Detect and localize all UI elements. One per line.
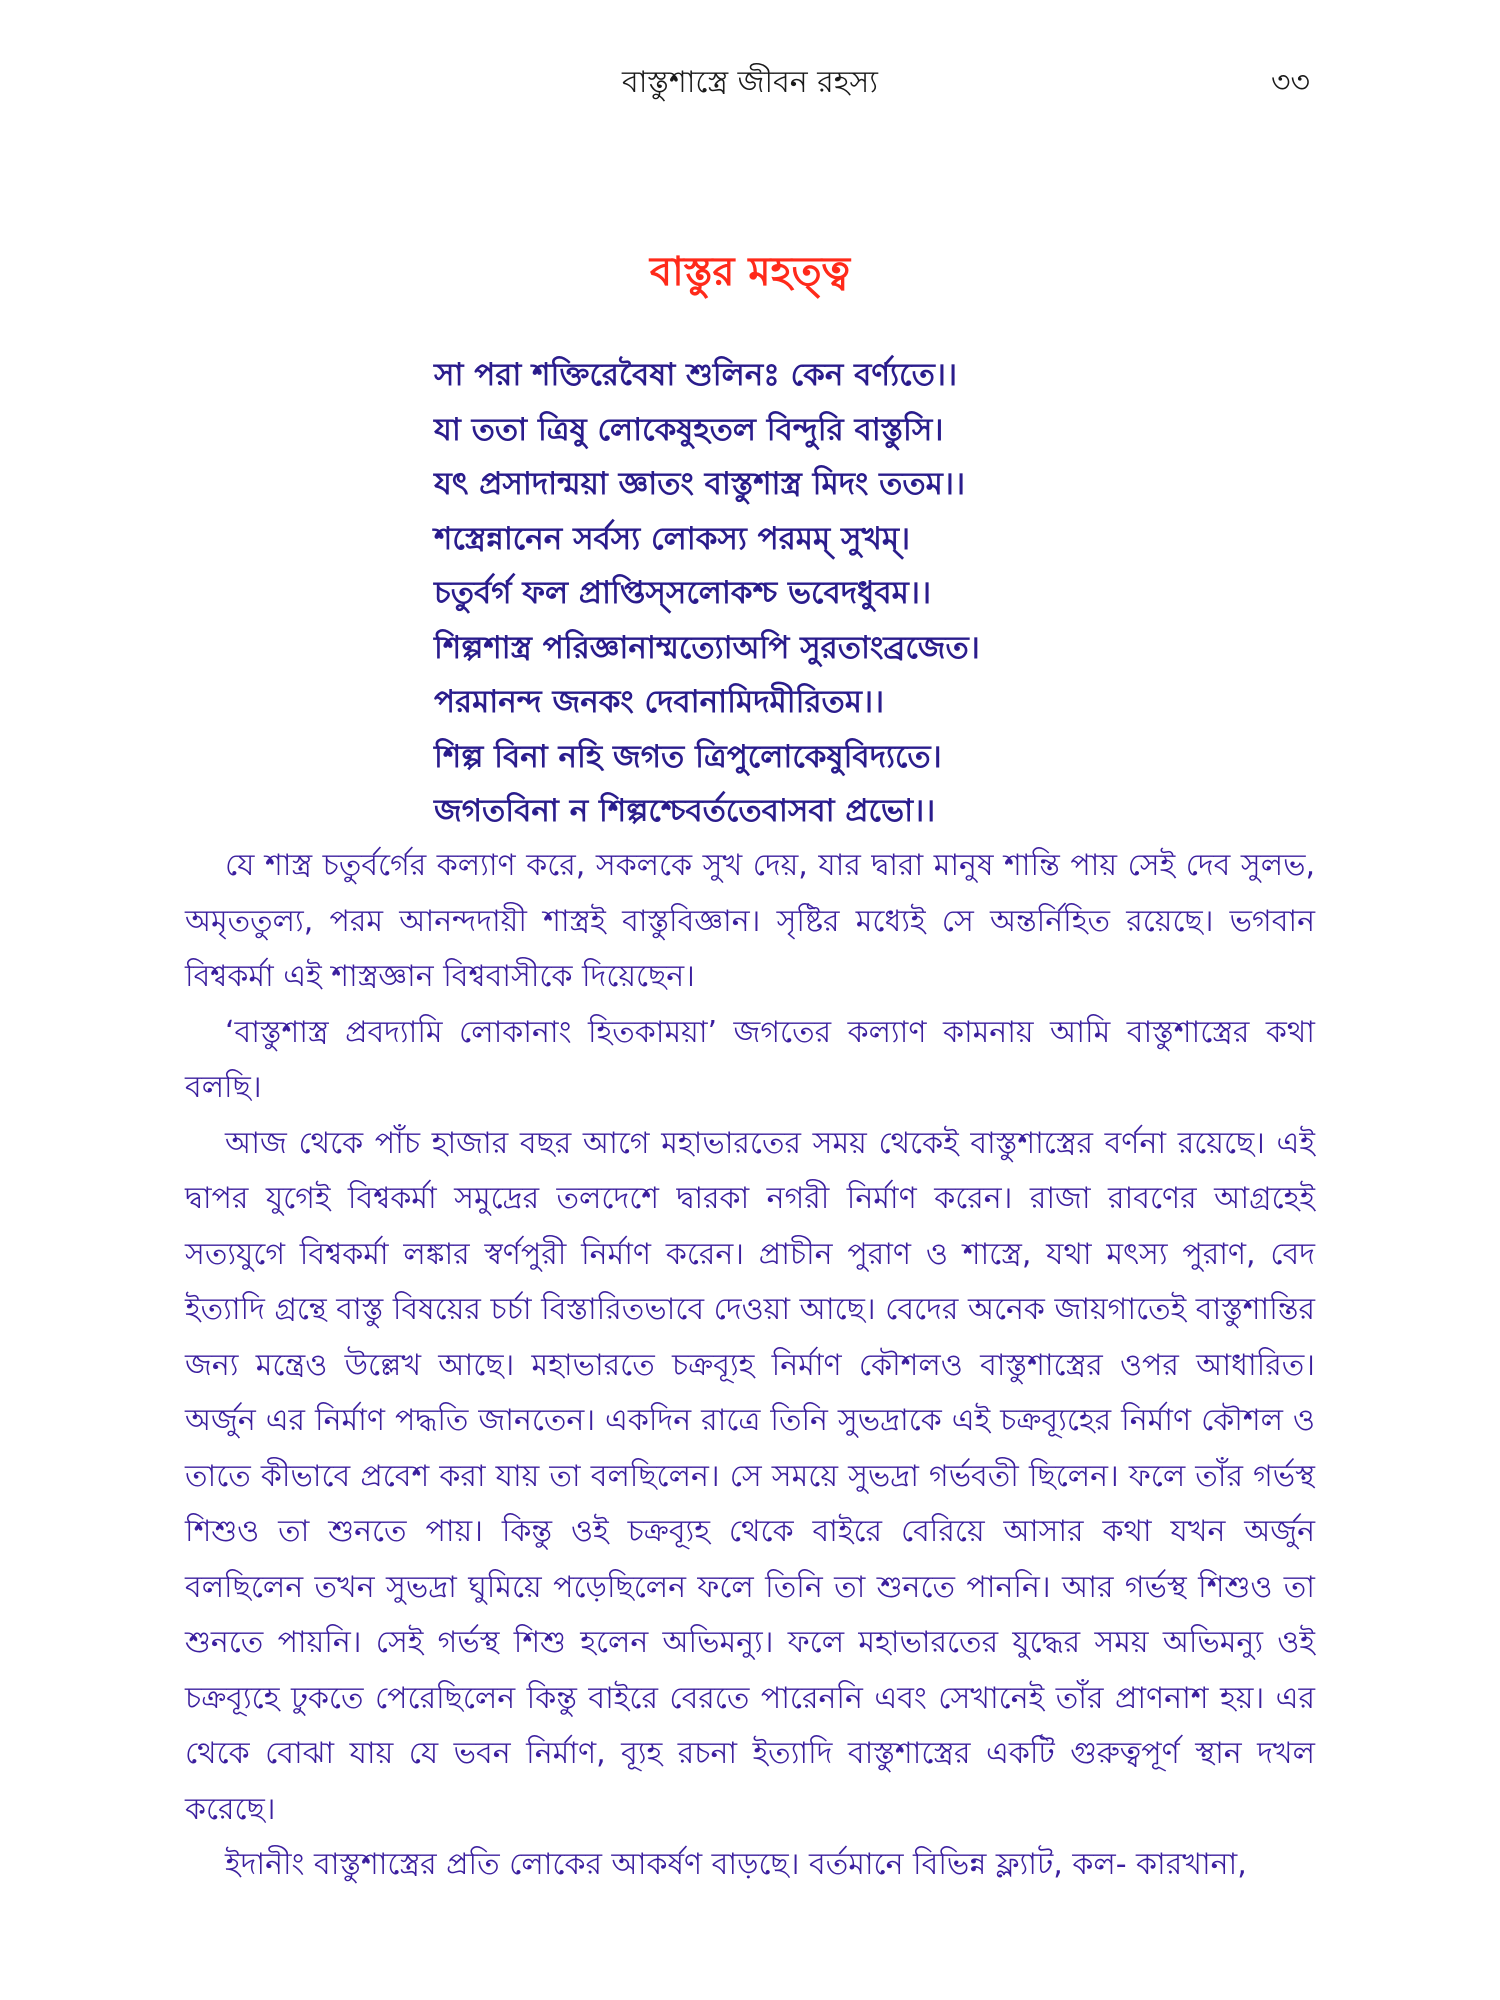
chapter-title: বাস্তুর মহত্ত্ব <box>649 249 851 295</box>
verse-line: শিল্প বিনা নহি জগত ত্রিপুলোকেষুবিদ্যতে। <box>434 738 942 775</box>
verse-line: জগতবিনা ন শিল্পশ্চেবর্ততেবাসবা প্রভো।। <box>434 793 936 829</box>
paragraph: ‘বাস্তুশাস্ত্র প্রবদ্যামি লোকানাং হিতকাময়া’ জগতের কল্যাণ কামনায় আমি বাস্তুশাস্ত্রের কথা বলছি। <box>185 1014 1315 1105</box>
page-number: ৩৩ <box>1270 65 1310 100</box>
verse-line: যৎ প্রসাদান্ময়া জ্ঞাতং বাস্তুশাস্ত্র মিদং ততম।। <box>434 466 966 502</box>
verse-line: যা ততা ত্রিষু লোকেষুহতল বিন্দুরি বাস্তুসি। <box>434 411 944 448</box>
page-header <box>0 58 1500 108</box>
verse-line: পরমানন্দ জনকং দেবানামিদমীরিতম।। <box>434 684 885 720</box>
verse-line: শিল্পশাস্ত্র পরিজ্ঞানাম্মত্যোঅপি সুরতাংব্রজেত। <box>434 629 980 666</box>
verse-line: চতুর্বর্গ ফল প্রাপ্তিস্সলোকশ্চ ভবেদধুবম।। <box>434 575 932 611</box>
paragraph: আজ থেকে পাঁচ হাজার বছর আগে মহাভারতের সময় থেকেই বাস্তুশাস্ত্রের বর্ণনা রয়েছে। এই দ্বাপর যুগেই বিশ্বকর্মা সমুদ্রের তলদেশে দ্বারকা নগরী নির্মাণ করেন। রাজা রাবণের আগ্রহেই সত্যযুগে বিশ্বকর্মা লঙ্কার স্বর্ণপুরী নির্মাণ করেন। প্রাচীন পুরাণ ও শাস্ত্রে, যথা মৎস্য পুরাণ, বেদ ইত্যাদি গ্রন্থে বাস্তু বিষয়ের চর্চা বিস্তারিতভাবে দেওয়া আছে। বেদের অনেক জায়গাতেই বাস্তুশান্তির জন্য মন্ত্রেও উল্লেখ আছে। মহাভারতে চক্রব্যূহ নির্মাণ কৌশলও বাস্তুশাস্ত্রের ওপর আধারিত। অর্জুন এর নির্মাণ পদ্ধতি জানতেন। একদিন রাত্রে তিনি সুভদ্রাকে এই চক্রব্যূহের নির্মাণ কৌশল ও তাতে কীভাবে প্রবেশ করা যায় তা বলছিলেন। সে সময়ে সুভদ্রা গর্ভবতী ছিলেন। ফলে তাঁর গর্ভস্থ শিশুও তা শুনতে পায়। কিন্তু ওই চক্রব্যূহ থেকে বাইরে বেরিয়ে আসার কথা যখন অর্জুন বলছিলেন তখন সুভদ্রা ঘুমিয়ে পড়েছিলেন ফলে তিনি তা শুনতে পাননি। আর গর্ভস্থ শিশুও তা শুনতে পায়নি। সেই গর্ভস্থ শিশু হলেন অভিমন্যু। ফলে মহাভারতের যুদ্ধের সময় অভিমন্যু ওই চক্রব্যূহে ঢুকতে পেরেছিলেন কিন্তু বাইরে বেরতে পারেননি এবং সেখানেই তাঁর প্রাণনাশ হয়। এর থেকে বোঝা যায় যে ভবন নির্মাণ, ব্যূহ রচনা ইত্যাদি বাস্তুশাস্ত্রের একটি গুরুত্বপূর্ণ স্থান দখল করেছে। <box>185 1125 1315 1827</box>
verse-block <box>434 348 1384 839</box>
paragraph: যে শাস্ত্র চতুর্বর্গের কল্যাণ করে, সকলকে সুখ দেয়, যার দ্বারা মানুষ শান্তি পায় সেই দেব সুলভ, অমৃততুল্য, পরম আনন্দদায়ী শাস্ত্রই বাস্তুবিজ্ঞান। সৃষ্টির মধ্যেই সে অন্তর্নিহিত রয়েছে। ভগবান বিশ্বকর্মা এই শাস্ত্রজ্ঞান বিশ্ববাসীকে দিয়েছেন। <box>185 848 1315 994</box>
verse-line: শস্ত্রেন্নানেন সর্বস্য লোকস্য পরমম্ সুখম্। <box>434 520 911 557</box>
body-text <box>185 838 1315 1893</box>
verse-line: সা পরা শক্তিরেবৈষা শুলিনঃ কেন বর্ণ্যতে।। <box>434 357 958 393</box>
running-title: বাস্তুশাস্ত্রে জীবন রহস্য <box>622 65 878 100</box>
paragraph: ইদানীং বাস্তুশাস্ত্রের প্রতি লোকের আকর্ষণ বাড়ছে। বর্তমানে বিভিন্ন ফ্ল্যাট, কল- কারখানা, <box>225 1847 1247 1882</box>
